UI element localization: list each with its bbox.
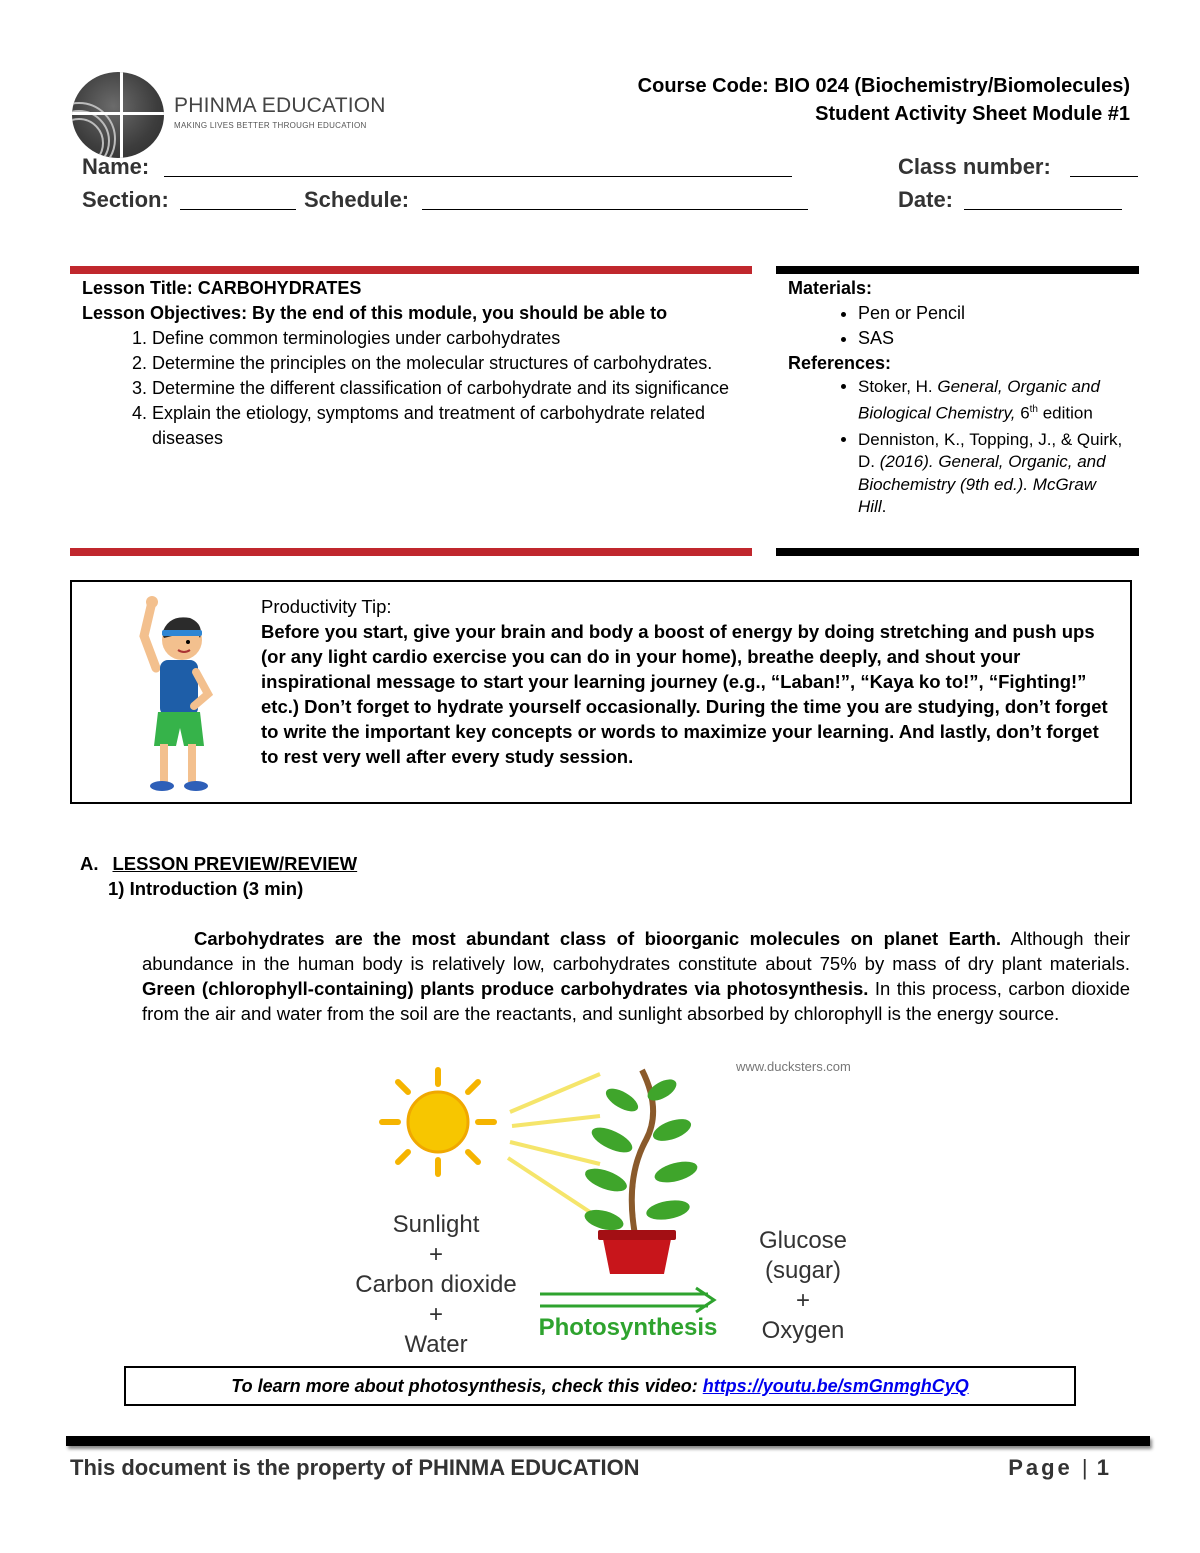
footer-ownership: This document is the property of PHINMA EDUCATION <box>70 1455 640 1480</box>
lesson-objectives-label: Lesson Objectives: By the end of this module, you should be able to <box>82 303 668 323</box>
output-glucose: Glucose <box>758 1227 848 1254</box>
video-text: To learn more about photosynthesis, check this video: https://youtu.be/smGnmghCyQ <box>231 1376 969 1396</box>
reference-item: • Stoker, H. General, Organic and Biological Chemistry, 6th edition <box>858 376 1128 425</box>
section-field[interactable] <box>180 209 296 210</box>
output-sugar: (sugar) <box>764 1257 842 1284</box>
class-number-field[interactable] <box>1070 176 1138 177</box>
process-arrow-icon <box>538 1286 720 1314</box>
course-code: Course Code: BIO 024 (Biochemistry/Biomolecules) <box>637 75 1130 97</box>
name-field[interactable] <box>164 176 792 177</box>
footer-bar <box>66 1436 1150 1446</box>
diagram-inputs <box>346 1210 526 1360</box>
date-field[interactable] <box>964 209 1122 210</box>
page-number: Page | 1 <box>1008 1455 1112 1480</box>
materials-label: Materials: <box>788 278 873 298</box>
objective-item: 2. Determine the principles on the molecular structures of carbohydrates. <box>152 351 742 376</box>
objectives-list <box>82 326 742 451</box>
schedule-label: Schedule: <box>304 187 410 212</box>
materials-top-bar <box>776 266 1139 274</box>
introduction-heading: 1) Introduction (3 min) <box>108 878 304 899</box>
materials-block <box>788 276 1128 523</box>
tip-content <box>261 594 1111 769</box>
objective-item: 4. Explain the etiology, symptoms and treatment of carbohydrate related diseases <box>152 401 742 451</box>
input-water: Water <box>404 1331 468 1358</box>
video-link[interactable]: https://youtu.be/smGnmghCyQ <box>702 1376 969 1396</box>
class-number-label: Class number: <box>898 154 1051 179</box>
objective-item: 1. Define common terminologies under carbohydrates <box>152 326 742 351</box>
materials-list <box>788 301 1128 351</box>
course-header <box>638 72 1130 128</box>
introduction-paragraph: Carbohydrates are the most abundant class of bioorganic molecules on planet Earth. Although their abundance in the human body is relatively low, carbohydrates constitute about 75% by mass of dry plant materials. Green (chlorophyll-containing) plants produce carbohydrates via photosynthesis. In this process, carbon dioxide from the air and water from the soil are the reactants, and sunlight absorbed by chlorophyll is the energy source. <box>142 928 1130 1024</box>
plus-sign: + <box>428 1241 443 1268</box>
phinma-logo-icon <box>72 72 164 158</box>
module-title: Student Activity Sheet Module #1 <box>815 103 1130 125</box>
material-item: • SAS <box>858 326 1128 351</box>
logo-title: PHINMA EDUCATION <box>174 94 386 117</box>
schedule-field[interactable] <box>422 209 808 210</box>
section-label: Section: <box>82 187 169 212</box>
material-item: • Pen or Pencil <box>858 301 1128 326</box>
references-label: References: <box>788 353 892 373</box>
process-label: Photosynthesis <box>538 1314 718 1341</box>
section-a-title: LESSON PREVIEW/REVIEW <box>112 853 358 874</box>
lesson-block <box>82 276 742 451</box>
plus-sign: + <box>428 1301 443 1328</box>
lesson-top-bar <box>70 266 752 274</box>
diagram-outputs <box>726 1226 880 1346</box>
lesson-title: Lesson Title: CARBOHYDRATES <box>82 278 362 298</box>
watermark: www.ducksters.com <box>736 1059 851 1074</box>
section-a-heading: A. LESSON PREVIEW/REVIEW <box>80 853 358 874</box>
sun-icon <box>376 1066 506 1178</box>
tip-label: Productivity Tip: <box>261 596 392 617</box>
input-carbon-dioxide: Carbon dioxide <box>355 1271 517 1298</box>
name-label: Name: <box>82 154 150 179</box>
logo-tagline: MAKING LIVES BETTER THROUGH EDUCATION <box>174 121 367 130</box>
plus-sign: + <box>795 1287 810 1314</box>
date-label: Date: <box>898 187 954 212</box>
references-list <box>788 376 1128 519</box>
objective-item: 3. Determine the different classification of carbohydrate and its significance <box>152 376 742 401</box>
reference-item: • Denniston, K., Topping, J., & Quirk, D. (2016). General, Organic, and Biochemistry (9th ed.). McGraw Hill. <box>858 429 1128 519</box>
tip-body: Before you start, give your brain and body a boost of energy by doing stretching and push ups (or any light cardio exercise you can do in your home), breathe deeply, and shout your inspirational message to start your learning journey (e.g., “Laban!”, “Kaya ko to!”, “Fighting!” etc.) Don’t forget to hydrate yourself occasionally. During the time you are studying, don’t forget to write the important key concepts or words to maximize your learning. And lastly, don’t forget to rest very well after every study session. <box>261 621 1108 767</box>
input-sunlight: Sunlight <box>392 1211 480 1238</box>
materials-bottom-bar <box>776 548 1139 556</box>
plant-icon <box>576 1060 706 1282</box>
lesson-bottom-bar <box>70 548 752 556</box>
output-oxygen: Oxygen <box>761 1317 845 1344</box>
stretching-boy-icon <box>108 596 218 796</box>
